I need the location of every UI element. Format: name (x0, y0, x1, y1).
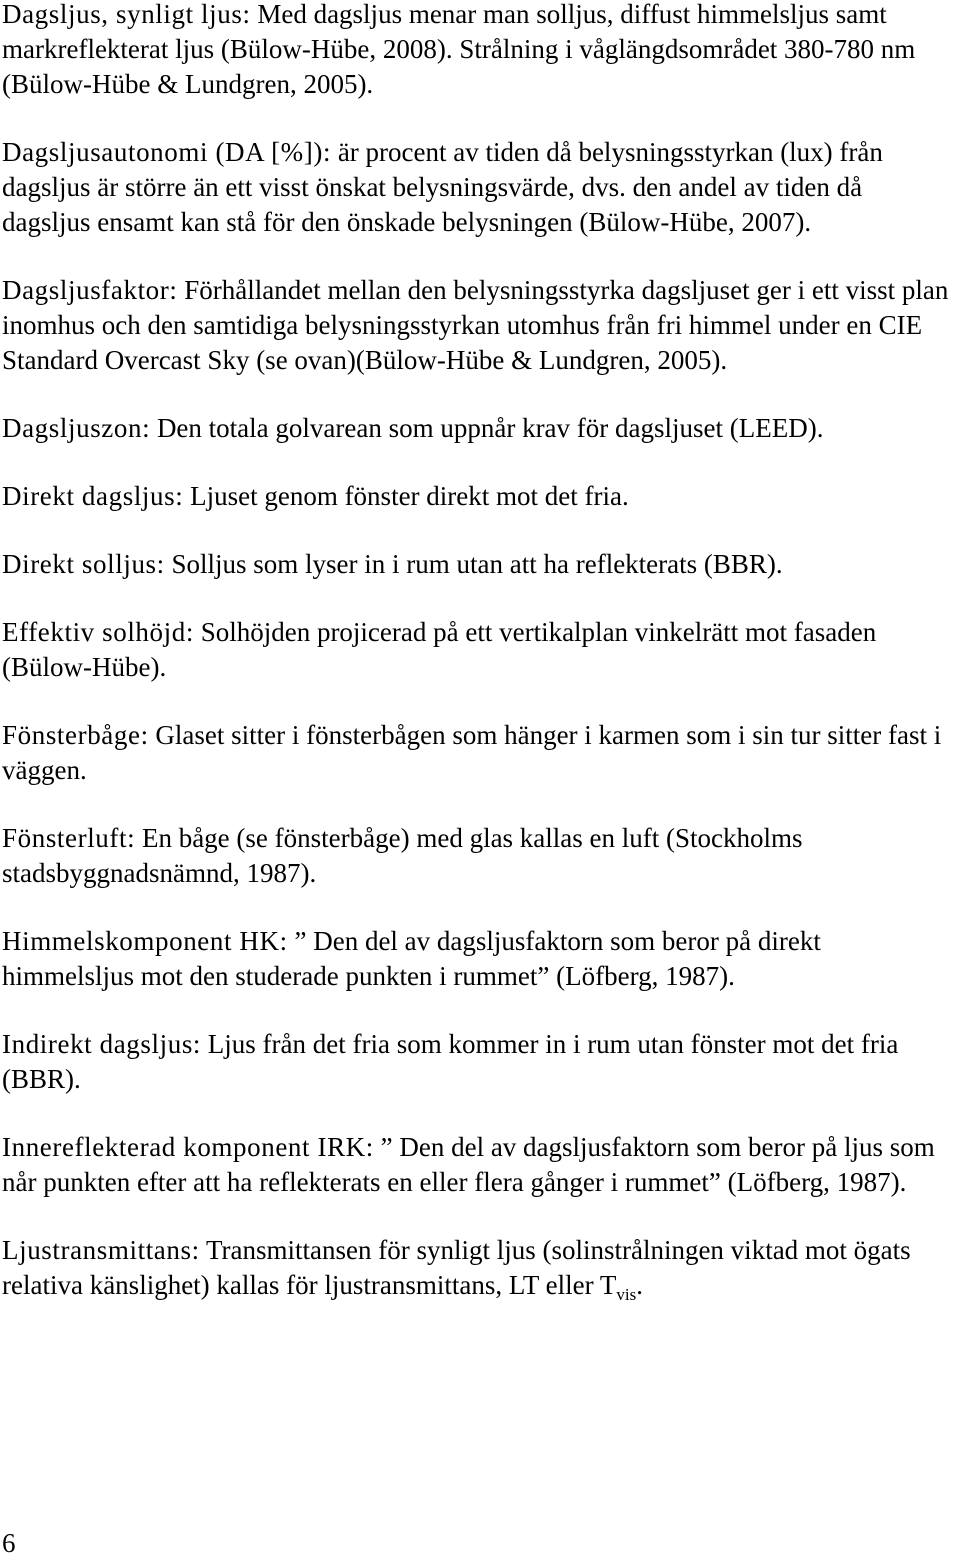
glossary-entry-dagsljusautonomi (2, 135, 954, 240)
glossary-term: Direkt dagsljus: (2, 481, 184, 511)
definition-end-punctuation: . (636, 1270, 643, 1300)
glossary-term: Fönsterbåge: (2, 720, 149, 750)
glossary-entry-dagsljus (2, 0, 954, 102)
glossary-definition: Solhöjden projicerad på ett vertikalplan vinkelrätt mot fasaden (Bülow-Hübe). (2, 617, 877, 682)
glossary-entry-himmelskomponent (2, 924, 954, 994)
glossary-term: Innereflekterad komponent IRK: (2, 1132, 374, 1162)
glossary-term: Himmelskomponent HK: (2, 926, 288, 956)
glossary-entry-ljustransmittans (2, 1233, 954, 1303)
glossary-term: Indirekt dagsljus: (2, 1029, 202, 1059)
glossary-term: Dagsljusfaktor: (2, 275, 178, 305)
glossary-entry-dagsljusfaktor (2, 273, 954, 378)
glossary-entry-fonsterluft (2, 821, 954, 891)
glossary-list (2, 0, 954, 1336)
glossary-entry-dagsljuszon (2, 411, 954, 446)
glossary-term: Dagsljus, synligt ljus: (2, 0, 251, 29)
glossary-term: Ljustransmittans: (2, 1235, 200, 1265)
glossary-entry-effektiv-solhojd (2, 615, 954, 685)
glossary-definition: Ljus från det fria som kommer in i rum utan fönster mot det fria (BBR). (2, 1029, 899, 1094)
glossary-term: Dagsljuszon: (2, 413, 151, 443)
glossary-definition: ” Den del av dagsljusfaktorn som beror på ljus som når punkten efter att ha reflekterats en eller flera gånger i rummet” (Löfberg, 1987). (2, 1132, 935, 1197)
glossary-definition: Med dagsljus menar man solljus, diffust himmelsljus samt markreflekterat ljus (Bülow-Hübe, 2008). Strålning i våglängdsområdet 380-780 nm (Bülow-Hübe & Lundgren, 2005). (2, 0, 916, 99)
glossary-definition: Transmittansen för synligt ljus (solinstrålningen viktad mot ögats relativa känslighet) kallas för ljustransmittans, LT eller T (2, 1235, 911, 1300)
glossary-definition: Förhållandet mellan den belysningsstyrka dagsljuset ger i ett visst plan inomhus och den samtidiga belysningsstyrkan utomhus från fri himmel under en CIE Standard Overcast Sky (se ovan)(Bülow-Hübe & Lundgren, 2005). (2, 275, 949, 375)
glossary-term: Fönsterluft: (2, 823, 136, 853)
glossary-entry-direkt-solljus (2, 547, 954, 582)
glossary-term: Effektiv solhöjd: (2, 617, 194, 647)
page-number: 6 (2, 1528, 16, 1558)
glossary-definition: En båge (se fönsterbåge) med glas kallas en luft (Stockholms stadsbyggnadsnämnd, 1987). (2, 823, 803, 888)
glossary-definition: Den totala golvarean som uppnår krav för dagsljuset (LEED). (156, 413, 824, 443)
glossary-entry-indirekt-dagsljus (2, 1027, 954, 1097)
glossary-definition: ” Den del av dagsljusfaktorn som beror på direkt himmelsljus mot den studerade punkten i rummet” (Löfberg, 1987). (2, 926, 821, 991)
glossary-entry-fonsterbage (2, 718, 954, 788)
glossary-definition: Glaset sitter i fönsterbågen som hänger i karmen som i sin tur sitter fast i väggen. (2, 720, 942, 785)
glossary-definition: Solljus som lyser in i rum utan att ha reflekterats (BBR). (171, 549, 783, 579)
glossary-definition: är procent av tiden då belysningsstyrkan (lux) från dagsljus är större än ett visst önskat belysningsvärde, dvs. den andel av tiden då dagsljus ensamt kan stå för den önskade belysningen (Bülow-Hübe, 2007). (2, 137, 883, 237)
subscript-vis: vis (616, 1285, 637, 1304)
glossary-term: Dagsljusautonomi (DA [%]): (2, 137, 332, 167)
glossary-entry-innereflekterad-komponent (2, 1130, 954, 1200)
glossary-definition: Ljuset genom fönster direkt mot det fria. (190, 481, 629, 511)
glossary-entry-direkt-dagsljus (2, 479, 954, 514)
glossary-term: Direkt solljus: (2, 549, 165, 579)
